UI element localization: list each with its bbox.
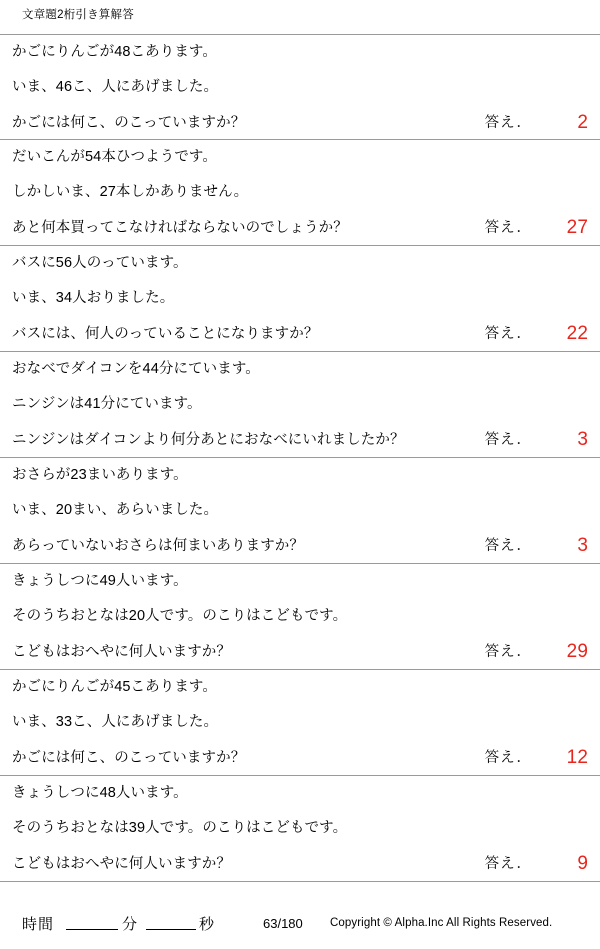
problem-line: あらっていないおさらは何まいありますか？: [12, 538, 304, 554]
problem-line: こどもはおへやに何人いますか？: [12, 856, 231, 872]
time-label: 時間: [22, 916, 55, 933]
answer-label: 答え．: [484, 644, 532, 660]
problem-line: おなべでダイコンを44分にています。: [12, 361, 260, 377]
seconds-unit: 秒: [199, 916, 215, 933]
answer-value: 12: [566, 747, 588, 768]
answer-label: 答え．: [484, 115, 532, 131]
problem-line: バスには、何人のっていることになりますか？: [12, 326, 319, 342]
problem-line: かごには何こ、のこっていますか？: [12, 750, 246, 766]
answer-value: 27: [566, 217, 588, 238]
answer-value: 2: [577, 112, 588, 133]
seconds-blank: [146, 929, 196, 930]
page-number: 63/180: [263, 916, 303, 931]
problem-question-row: [0, 528, 600, 564]
answer-value: 22: [566, 323, 588, 344]
answer-label: 答え．: [484, 432, 532, 448]
problem-question-row: [0, 105, 600, 141]
answer-value: 3: [577, 535, 588, 556]
problem-line: いま、20まい、あらいました。: [12, 502, 219, 518]
problem-line: そのうちおとなは20人です。のこりはこどもです。: [12, 608, 348, 624]
problem-line: かごにりんごが48こあります。: [12, 44, 217, 60]
minutes-unit: 分: [122, 916, 138, 933]
problem-question-row: [0, 422, 600, 458]
copyright-notice: Copyright © Alpha.Inc All Rights Reserved.: [330, 917, 553, 929]
problem-item: [0, 34, 600, 140]
problem-question-row: [0, 740, 600, 776]
answer-value: 3: [577, 429, 588, 450]
problem-item: [0, 352, 600, 458]
problem-line: いま、34人おりました。: [12, 290, 175, 306]
problem-item: [0, 246, 600, 352]
problem-list: [0, 34, 600, 882]
problem-line: かごには何こ、のこっていますか？: [12, 115, 246, 131]
problem-line: バスに56人のっています。: [12, 255, 188, 271]
problem-question-row: [0, 634, 600, 670]
problem-line: だいこんが54本ひつようです。: [12, 149, 217, 165]
problem-line: いま、46こ、人にあげました。: [12, 79, 219, 95]
answer-value: 29: [566, 641, 588, 662]
problem-item: [0, 140, 600, 246]
problem-question-row: [0, 316, 600, 352]
problem-line: おさらが23まいあります。: [12, 467, 188, 483]
page-title: 文章題2桁引き算解答: [22, 9, 134, 21]
answer-label: 答え．: [484, 856, 532, 872]
answer-value: 9: [577, 853, 588, 874]
problem-line: しかしいま、27本しかありません。: [12, 184, 249, 200]
problem-line: きょうしつに49人います。: [12, 573, 188, 589]
answer-label: 答え．: [484, 538, 532, 554]
answer-label: 答え．: [484, 220, 532, 236]
problem-line: ニンジンはダイコンより何分あとにおなべにいれましたか？: [12, 432, 405, 448]
answer-label: 答え．: [484, 750, 532, 766]
problem-question-row: [0, 846, 600, 882]
problem-item: [0, 776, 600, 882]
problem-line: こどもはおへやに何人いますか？: [12, 644, 231, 660]
page-footer: [0, 911, 600, 941]
problem-line: きょうしつに48人います。: [12, 785, 188, 801]
minutes-blank: [66, 929, 118, 930]
problem-line: ニンジンは41分にています。: [12, 396, 202, 412]
problem-item: [0, 670, 600, 776]
problem-line: あと何本買ってこなければならないのでしょうか？: [12, 220, 348, 236]
problem-question-row: [0, 210, 600, 246]
problem-item: [0, 564, 600, 670]
problem-line: いま、33こ、人にあげました。: [12, 714, 219, 730]
answer-label: 答え．: [484, 326, 532, 342]
problem-line: そのうちおとなは39人です。のこりはこどもです。: [12, 820, 348, 836]
problem-line: かごにりんごが45こあります。: [12, 679, 217, 695]
problem-item: [0, 458, 600, 564]
